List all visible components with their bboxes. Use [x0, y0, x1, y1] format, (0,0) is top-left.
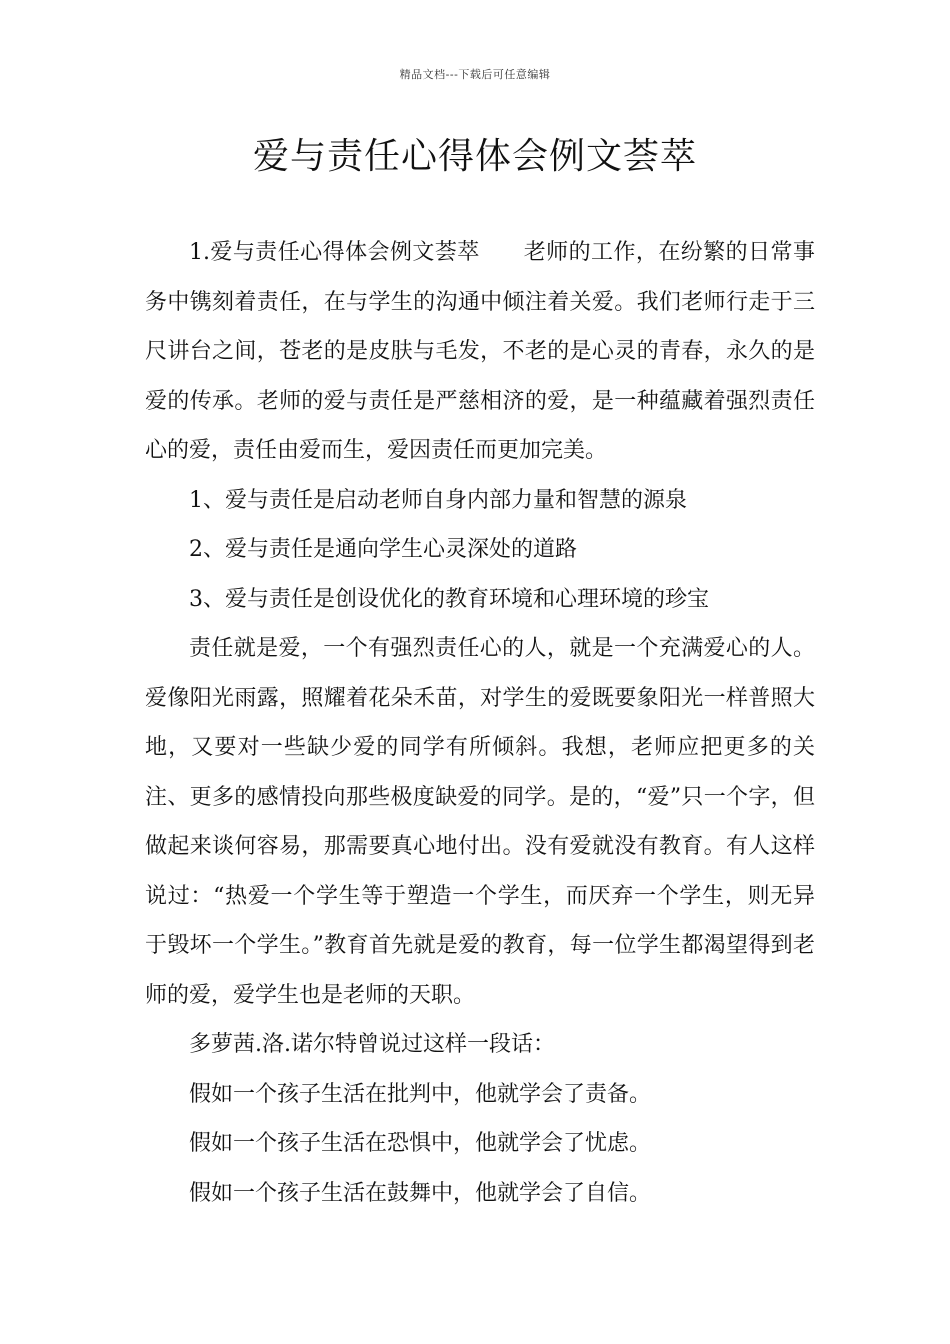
- paragraph-point-3: 3、爱与责任是创设优化的教育环境和心理环境的珍宝: [189, 586, 709, 612]
- paragraph-quote-line-2: 假如一个孩子生活在恐惧中，他就学会了忧虑。: [189, 1131, 652, 1156]
- header-note: 精品文档---下载后可任意编辑: [399, 68, 551, 81]
- paragraph-responsibility: 责任就是爱，一个有强烈责任心的人，就是一个充满爱心的人。爱像阳光雨露，照耀着花朵禾苗，对学生的爱既要象阳光一样普照大地，又要对一些缺少爱的同学有所倾斜。我想，老师应把更多的关注、更多的感情投向那些极度缺爱的同学。是的，“爱”只一个字，但做起来谈何容易，那需要真心地付出。没有爱就没有教育。有人这样说过：“热爱一个学生等于塑造一个学生，而厌弃一个学生，则无异于毁坏一个学生。”教育首先就是爱的教育，每一位学生都渴望得到老师的爱，爱学生也是老师的天职。: [145, 636, 815, 1008]
- paragraph-quote-line-3: 假如一个孩子生活在鼓舞中，他就学会了自信。: [189, 1180, 652, 1206]
- paragraph-point-2: 2、爱与责任是通向学生心灵深处的道路: [189, 537, 577, 562]
- paragraph-intro: [145, 228, 815, 476]
- paragraph-quote-intro: 多萝茜.洛.诺尔特曾说过这样一段话：: [189, 1032, 555, 1057]
- paragraph-point-1: 1、爱与责任是启动老师自身内部力量和智慧的源泉: [189, 487, 687, 513]
- intro-label: 1.爱与责任心得体会例文荟萃: [189, 240, 480, 265]
- paragraph-quote-line-1: 假如一个孩子生活在批判中，他就学会了责备。: [189, 1081, 652, 1107]
- document-body: [145, 228, 815, 1218]
- intro-text: 老师的工作，在纷繁的日常事务中镌刻着责任，在与学生的沟通中倾注着关爱。我们老师行走于三尺讲台之间，苍老的是皮肤与毛发，不老的是心灵的青春，永久的是爱的传承。老师的爱与责任是严慈相济的爱，是一种蕴藏着强烈责任心的爱，责任由爱而生，爱因责任而更加完美。: [145, 240, 815, 463]
- document-title: 爱与责任心得体会例文荟萃: [252, 136, 697, 177]
